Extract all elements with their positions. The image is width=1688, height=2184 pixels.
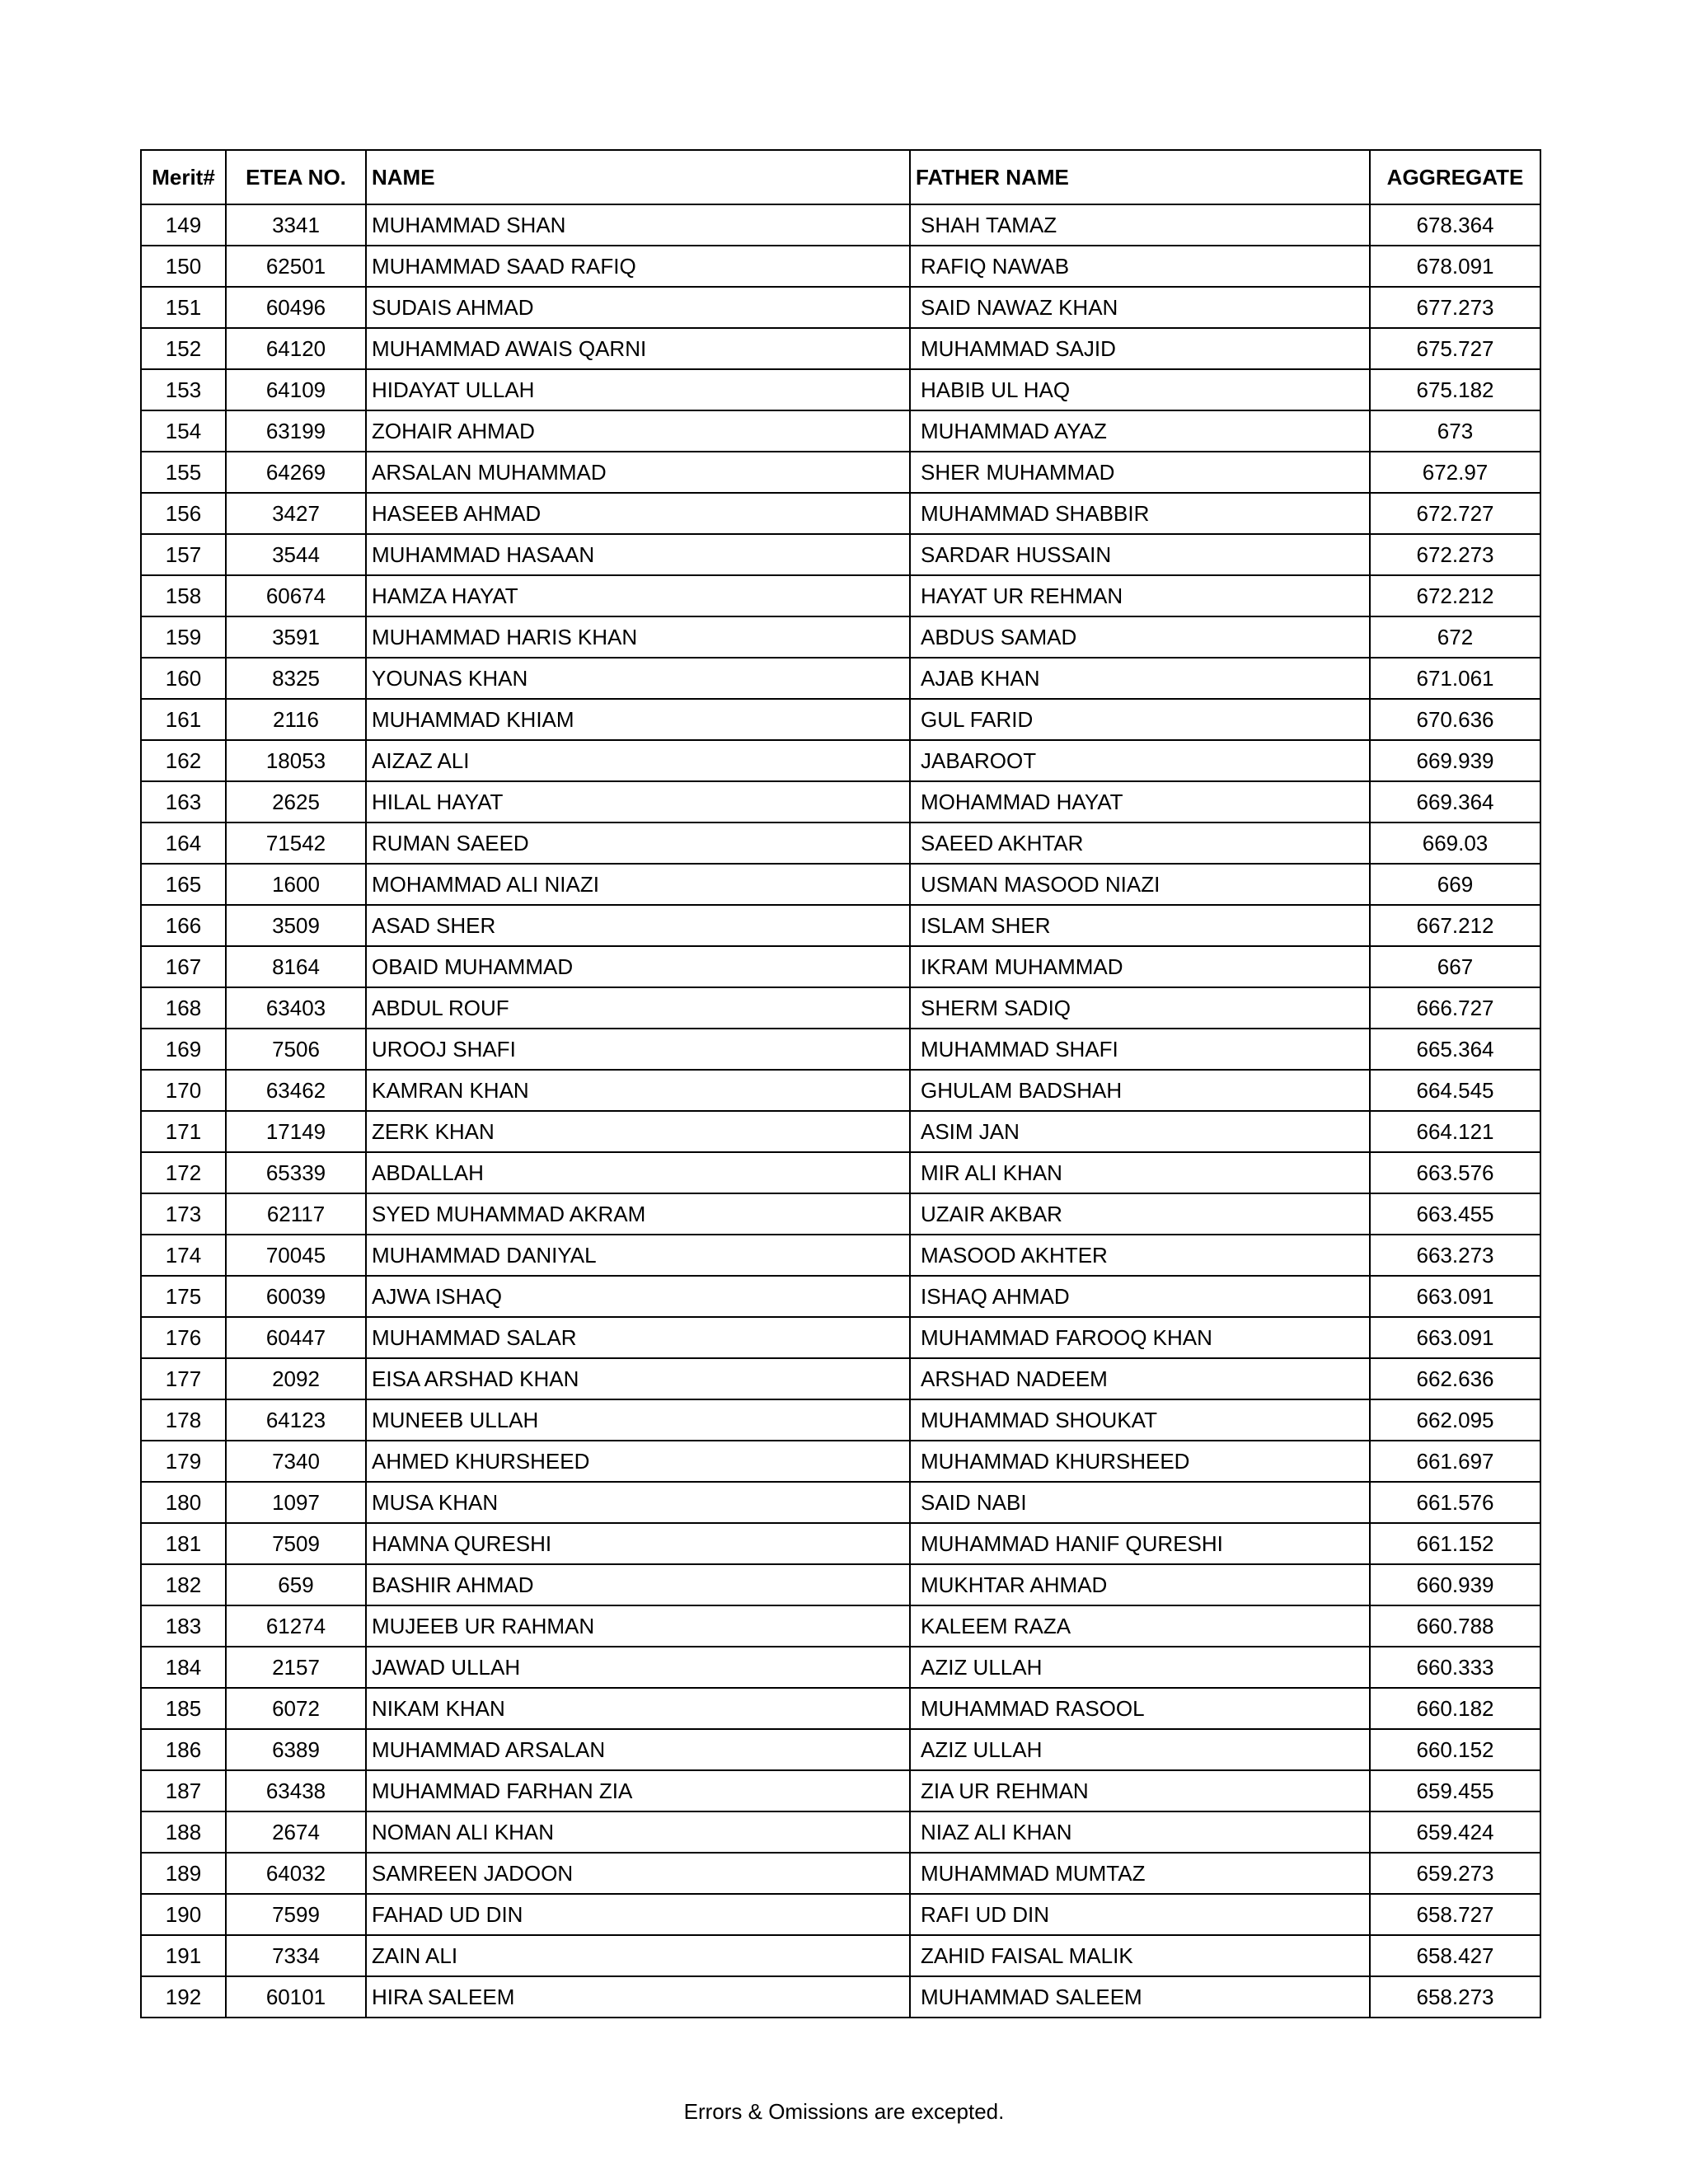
table-row: [141, 1894, 1540, 1935]
table-row: [141, 1441, 1540, 1482]
cell-aggregate: 661.697: [1370, 1441, 1540, 1482]
header-etea-no: ETEA NO.: [226, 150, 366, 204]
table-row: [141, 204, 1540, 246]
cell-merit: 178: [141, 1399, 226, 1441]
cell-father-name: HABIB UL HAQ: [910, 369, 1370, 410]
cell-name: HILAL HAYAT: [366, 781, 910, 823]
table-row: [141, 740, 1540, 781]
cell-name: NIKAM KHAN: [366, 1688, 910, 1729]
cell-merit: 155: [141, 452, 226, 493]
table-row: [141, 1193, 1540, 1235]
cell-father-name: SAEED AKHTAR: [910, 823, 1370, 864]
cell-father-name: MOHAMMAD HAYAT: [910, 781, 1370, 823]
cell-father-name: MIR ALI KHAN: [910, 1152, 1370, 1193]
cell-father-name: UZAIR AKBAR: [910, 1193, 1370, 1235]
cell-merit: 190: [141, 1894, 226, 1935]
cell-aggregate: 664.121: [1370, 1111, 1540, 1152]
cell-name: MUHAMMAD SALAR: [366, 1317, 910, 1358]
cell-etea-no: 8325: [226, 658, 366, 699]
cell-merit: 165: [141, 864, 226, 905]
table-row: [141, 1111, 1540, 1152]
cell-name: ZOHAIR AHMAD: [366, 410, 910, 452]
table-row: [141, 616, 1540, 658]
cell-etea-no: 7340: [226, 1441, 366, 1482]
table-row: [141, 1523, 1540, 1564]
cell-aggregate: 663.455: [1370, 1193, 1540, 1235]
cell-aggregate: 670.636: [1370, 699, 1540, 740]
cell-etea-no: 60039: [226, 1276, 366, 1317]
cell-etea-no: 2674: [226, 1811, 366, 1853]
cell-father-name: MUHAMMAD MUMTAZ: [910, 1853, 1370, 1894]
cell-name: AJWA ISHAQ: [366, 1276, 910, 1317]
cell-father-name: AJAB KHAN: [910, 658, 1370, 699]
cell-aggregate: 669: [1370, 864, 1540, 905]
cell-aggregate: 664.545: [1370, 1070, 1540, 1111]
cell-aggregate: 672.97: [1370, 452, 1540, 493]
cell-name: ARSALAN MUHAMMAD: [366, 452, 910, 493]
cell-name: ASAD SHER: [366, 905, 910, 946]
cell-merit: 185: [141, 1688, 226, 1729]
table-row: [141, 1729, 1540, 1770]
cell-aggregate: 678.364: [1370, 204, 1540, 246]
cell-etea-no: 3544: [226, 534, 366, 575]
cell-father-name: MUHAMMAD SHAFI: [910, 1029, 1370, 1070]
cell-merit: 149: [141, 204, 226, 246]
cell-name: MUHAMMAD SHAN: [366, 204, 910, 246]
cell-aggregate: 660.939: [1370, 1564, 1540, 1605]
table-row: [141, 1647, 1540, 1688]
cell-aggregate: 663.091: [1370, 1276, 1540, 1317]
table-row: [141, 1152, 1540, 1193]
cell-name: FAHAD UD DIN: [366, 1894, 910, 1935]
cell-merit: 191: [141, 1935, 226, 1976]
cell-father-name: USMAN MASOOD NIAZI: [910, 864, 1370, 905]
table-row: [141, 1811, 1540, 1853]
cell-etea-no: 65339: [226, 1152, 366, 1193]
cell-aggregate: 663.273: [1370, 1235, 1540, 1276]
cell-merit: 189: [141, 1853, 226, 1894]
table-row: [141, 823, 1540, 864]
cell-aggregate: 662.636: [1370, 1358, 1540, 1399]
cell-merit: 154: [141, 410, 226, 452]
cell-merit: 171: [141, 1111, 226, 1152]
cell-father-name: SAID NABI: [910, 1482, 1370, 1523]
cell-aggregate: 671.061: [1370, 658, 1540, 699]
cell-father-name: SARDAR HUSSAIN: [910, 534, 1370, 575]
table-row: [141, 328, 1540, 369]
cell-name: MUSA KHAN: [366, 1482, 910, 1523]
cell-etea-no: 3341: [226, 204, 366, 246]
cell-merit: 186: [141, 1729, 226, 1770]
table-row: [141, 1605, 1540, 1647]
header-aggregate: AGGREGATE: [1370, 150, 1540, 204]
cell-aggregate: 662.095: [1370, 1399, 1540, 1441]
cell-merit: 173: [141, 1193, 226, 1235]
cell-etea-no: 6389: [226, 1729, 366, 1770]
cell-merit: 158: [141, 575, 226, 616]
footer-note: Errors & Omissions are excepted.: [683, 2099, 1005, 2124]
cell-father-name: HAYAT UR REHMAN: [910, 575, 1370, 616]
cell-name: SUDAIS AHMAD: [366, 287, 910, 328]
cell-name: MUHAMMAD HARIS KHAN: [366, 616, 910, 658]
cell-father-name: MUHAMMAD AYAZ: [910, 410, 1370, 452]
cell-aggregate: 666.727: [1370, 987, 1540, 1029]
cell-merit: 167: [141, 946, 226, 987]
cell-etea-no: 63403: [226, 987, 366, 1029]
table-body: [141, 204, 1540, 2018]
cell-father-name: MUHAMMAD FAROOQ KHAN: [910, 1317, 1370, 1358]
cell-name: SAMREEN JADOON: [366, 1853, 910, 1894]
cell-name: KAMRAN KHAN: [366, 1070, 910, 1111]
cell-merit: 182: [141, 1564, 226, 1605]
cell-father-name: ZAHID FAISAL MALIK: [910, 1935, 1370, 1976]
table-row: [141, 1688, 1540, 1729]
cell-aggregate: 675.182: [1370, 369, 1540, 410]
table-row: [141, 1976, 1540, 2018]
cell-father-name: SAID NAWAZ KHAN: [910, 287, 1370, 328]
cell-name: MUHAMMAD SAAD RAFIQ: [366, 246, 910, 287]
header-merit: Merit#: [141, 150, 226, 204]
table-row: [141, 1358, 1540, 1399]
cell-merit: 161: [141, 699, 226, 740]
cell-father-name: MASOOD AKHTER: [910, 1235, 1370, 1276]
cell-name: MUNEEB ULLAH: [366, 1399, 910, 1441]
cell-aggregate: 660.182: [1370, 1688, 1540, 1729]
cell-etea-no: 64109: [226, 369, 366, 410]
table-row: [141, 946, 1540, 987]
cell-merit: 150: [141, 246, 226, 287]
cell-merit: 174: [141, 1235, 226, 1276]
cell-etea-no: 62501: [226, 246, 366, 287]
cell-father-name: MUHAMMAD SAJID: [910, 328, 1370, 369]
cell-merit: 163: [141, 781, 226, 823]
cell-merit: 172: [141, 1152, 226, 1193]
cell-merit: 179: [141, 1441, 226, 1482]
cell-aggregate: 658.727: [1370, 1894, 1540, 1935]
cell-father-name: MUHAMMAD RASOOL: [910, 1688, 1370, 1729]
cell-father-name: NIAZ ALI KHAN: [910, 1811, 1370, 1853]
cell-merit: 157: [141, 534, 226, 575]
cell-merit: 151: [141, 287, 226, 328]
cell-merit: 159: [141, 616, 226, 658]
cell-etea-no: 7334: [226, 1935, 366, 1976]
cell-father-name: ASIM JAN: [910, 1111, 1370, 1152]
cell-aggregate: 660.333: [1370, 1647, 1540, 1688]
cell-name: MUHAMMAD KHIAM: [366, 699, 910, 740]
cell-aggregate: 678.091: [1370, 246, 1540, 287]
cell-father-name: SHAH TAMAZ: [910, 204, 1370, 246]
table-row: [141, 1853, 1540, 1894]
cell-name: MUHAMMAD AWAIS QARNI: [366, 328, 910, 369]
table-row: [141, 287, 1540, 328]
cell-father-name: ARSHAD NADEEM: [910, 1358, 1370, 1399]
cell-father-name: MUHAMMAD KHURSHEED: [910, 1441, 1370, 1482]
cell-etea-no: 64032: [226, 1853, 366, 1894]
table-row: [141, 410, 1540, 452]
table-row: [141, 1564, 1540, 1605]
cell-merit: 160: [141, 658, 226, 699]
cell-aggregate: 675.727: [1370, 328, 1540, 369]
cell-father-name: SHER MUHAMMAD: [910, 452, 1370, 493]
cell-father-name: ZIA UR REHMAN: [910, 1770, 1370, 1811]
table-row: [141, 575, 1540, 616]
cell-father-name: JABAROOT: [910, 740, 1370, 781]
cell-merit: 176: [141, 1317, 226, 1358]
cell-aggregate: 661.152: [1370, 1523, 1540, 1564]
header-name: NAME: [366, 150, 910, 204]
cell-aggregate: 672.273: [1370, 534, 1540, 575]
cell-etea-no: 60101: [226, 1976, 366, 2018]
cell-etea-no: 3591: [226, 616, 366, 658]
cell-name: AHMED KHURSHEED: [366, 1441, 910, 1482]
cell-etea-no: 659: [226, 1564, 366, 1605]
header-father-name: FATHER NAME: [910, 150, 1370, 204]
cell-aggregate: 659.424: [1370, 1811, 1540, 1853]
cell-merit: 166: [141, 905, 226, 946]
table-row: [141, 905, 1540, 946]
cell-name: ZERK KHAN: [366, 1111, 910, 1152]
table-row: [141, 246, 1540, 287]
cell-name: MUHAMMAD ARSALAN: [366, 1729, 910, 1770]
cell-etea-no: 64269: [226, 452, 366, 493]
cell-aggregate: 677.273: [1370, 287, 1540, 328]
cell-aggregate: 663.091: [1370, 1317, 1540, 1358]
cell-name: AIZAZ ALI: [366, 740, 910, 781]
cell-etea-no: 63462: [226, 1070, 366, 1111]
cell-aggregate: 672: [1370, 616, 1540, 658]
cell-name: MUHAMMAD HASAAN: [366, 534, 910, 575]
cell-name: HIDAYAT ULLAH: [366, 369, 910, 410]
cell-aggregate: 663.576: [1370, 1152, 1540, 1193]
cell-etea-no: 18053: [226, 740, 366, 781]
table-row: [141, 781, 1540, 823]
cell-father-name: ISLAM SHER: [910, 905, 1370, 946]
cell-etea-no: 60496: [226, 287, 366, 328]
table-row: [141, 658, 1540, 699]
cell-aggregate: 660.152: [1370, 1729, 1540, 1770]
cell-merit: 192: [141, 1976, 226, 2018]
cell-etea-no: 64120: [226, 328, 366, 369]
cell-name: ABDALLAH: [366, 1152, 910, 1193]
cell-etea-no: 1097: [226, 1482, 366, 1523]
cell-aggregate: 669.364: [1370, 781, 1540, 823]
cell-etea-no: 63199: [226, 410, 366, 452]
cell-name: EISA ARSHAD KHAN: [366, 1358, 910, 1399]
cell-father-name: MUHAMMAD HANIF QURESHI: [910, 1523, 1370, 1564]
cell-father-name: AZIZ ULLAH: [910, 1729, 1370, 1770]
cell-merit: 184: [141, 1647, 226, 1688]
cell-aggregate: 667.212: [1370, 905, 1540, 946]
cell-etea-no: 64123: [226, 1399, 366, 1441]
cell-father-name: RAFI UD DIN: [910, 1894, 1370, 1935]
cell-name: MUHAMMAD DANIYAL: [366, 1235, 910, 1276]
cell-aggregate: 659.273: [1370, 1853, 1540, 1894]
cell-etea-no: 2625: [226, 781, 366, 823]
cell-etea-no: 61274: [226, 1605, 366, 1647]
cell-father-name: RAFIQ NAWAB: [910, 246, 1370, 287]
cell-etea-no: 63438: [226, 1770, 366, 1811]
cell-merit: 188: [141, 1811, 226, 1853]
cell-etea-no: 8164: [226, 946, 366, 987]
cell-merit: 175: [141, 1276, 226, 1317]
cell-etea-no: 1600: [226, 864, 366, 905]
cell-merit: 168: [141, 987, 226, 1029]
cell-etea-no: 2116: [226, 699, 366, 740]
cell-etea-no: 60674: [226, 575, 366, 616]
cell-etea-no: 17149: [226, 1111, 366, 1152]
cell-etea-no: 3427: [226, 493, 366, 534]
table-row: [141, 1235, 1540, 1276]
table-row: [141, 1399, 1540, 1441]
cell-etea-no: 7509: [226, 1523, 366, 1564]
cell-merit: 164: [141, 823, 226, 864]
cell-name: MUJEEB UR RAHMAN: [366, 1605, 910, 1647]
table-row: [141, 699, 1540, 740]
cell-father-name: GHULAM BADSHAH: [910, 1070, 1370, 1111]
cell-name: HAMZA HAYAT: [366, 575, 910, 616]
cell-etea-no: 3509: [226, 905, 366, 946]
cell-merit: 180: [141, 1482, 226, 1523]
cell-name: NOMAN ALI KHAN: [366, 1811, 910, 1853]
cell-aggregate: 672.727: [1370, 493, 1540, 534]
cell-etea-no: 70045: [226, 1235, 366, 1276]
cell-father-name: ISHAQ AHMAD: [910, 1276, 1370, 1317]
cell-merit: 169: [141, 1029, 226, 1070]
table-row: [141, 987, 1540, 1029]
cell-etea-no: 7599: [226, 1894, 366, 1935]
cell-etea-no: 6072: [226, 1688, 366, 1729]
table-row: [141, 1317, 1540, 1358]
cell-father-name: AZIZ ULLAH: [910, 1647, 1370, 1688]
cell-merit: 183: [141, 1605, 226, 1647]
cell-name: UROOJ SHAFI: [366, 1029, 910, 1070]
cell-aggregate: 660.788: [1370, 1605, 1540, 1647]
cell-aggregate: 667: [1370, 946, 1540, 987]
cell-name: MOHAMMAD ALI NIAZI: [366, 864, 910, 905]
cell-aggregate: 673: [1370, 410, 1540, 452]
cell-merit: 152: [141, 328, 226, 369]
cell-father-name: MUHAMMAD SHOUKAT: [910, 1399, 1370, 1441]
cell-aggregate: 669.939: [1370, 740, 1540, 781]
table-row: [141, 1770, 1540, 1811]
cell-name: MUHAMMAD FARHAN ZIA: [366, 1770, 910, 1811]
table-row: [141, 1935, 1540, 1976]
cell-father-name: KALEEM RAZA: [910, 1605, 1370, 1647]
table-row: [141, 452, 1540, 493]
table-row: [141, 493, 1540, 534]
cell-etea-no: 62117: [226, 1193, 366, 1235]
cell-father-name: SHERM SADIQ: [910, 987, 1370, 1029]
table-row: [141, 1482, 1540, 1523]
merit-list-table: [140, 149, 1541, 2018]
table-row: [141, 1070, 1540, 1111]
cell-aggregate: 672.212: [1370, 575, 1540, 616]
cell-merit: 177: [141, 1358, 226, 1399]
header-row: [141, 150, 1540, 204]
cell-father-name: MUHAMMAD SALEEM: [910, 1976, 1370, 2018]
table-row: [141, 534, 1540, 575]
table-row: [141, 369, 1540, 410]
cell-name: YOUNAS KHAN: [366, 658, 910, 699]
cell-father-name: MUKHTAR AHMAD: [910, 1564, 1370, 1605]
cell-name: JAWAD ULLAH: [366, 1647, 910, 1688]
cell-name: RUMAN SAEED: [366, 823, 910, 864]
cell-merit: 187: [141, 1770, 226, 1811]
cell-name: BASHIR AHMAD: [366, 1564, 910, 1605]
cell-aggregate: 665.364: [1370, 1029, 1540, 1070]
cell-father-name: GUL FARID: [910, 699, 1370, 740]
cell-aggregate: 658.273: [1370, 1976, 1540, 2018]
table-row: [141, 1276, 1540, 1317]
cell-name: HASEEB AHMAD: [366, 493, 910, 534]
cell-etea-no: 2157: [226, 1647, 366, 1688]
cell-name: HAMNA QURESHI: [366, 1523, 910, 1564]
cell-name: ZAIN ALI: [366, 1935, 910, 1976]
cell-merit: 162: [141, 740, 226, 781]
cell-etea-no: 7506: [226, 1029, 366, 1070]
cell-etea-no: 60447: [226, 1317, 366, 1358]
cell-name: ABDUL ROUF: [366, 987, 910, 1029]
cell-father-name: IKRAM MUHAMMAD: [910, 946, 1370, 987]
cell-etea-no: 71542: [226, 823, 366, 864]
cell-merit: 181: [141, 1523, 226, 1564]
table-row: [141, 864, 1540, 905]
cell-name: HIRA SALEEM: [366, 1976, 910, 2018]
cell-father-name: ABDUS SAMAD: [910, 616, 1370, 658]
cell-aggregate: 661.576: [1370, 1482, 1540, 1523]
cell-merit: 153: [141, 369, 226, 410]
cell-etea-no: 2092: [226, 1358, 366, 1399]
table-row: [141, 1029, 1540, 1070]
cell-aggregate: 659.455: [1370, 1770, 1540, 1811]
cell-merit: 156: [141, 493, 226, 534]
cell-father-name: MUHAMMAD SHABBIR: [910, 493, 1370, 534]
cell-name: SYED MUHAMMAD AKRAM: [366, 1193, 910, 1235]
cell-aggregate: 658.427: [1370, 1935, 1540, 1976]
cell-merit: 170: [141, 1070, 226, 1111]
cell-aggregate: 669.03: [1370, 823, 1540, 864]
cell-name: OBAID MUHAMMAD: [366, 946, 910, 987]
